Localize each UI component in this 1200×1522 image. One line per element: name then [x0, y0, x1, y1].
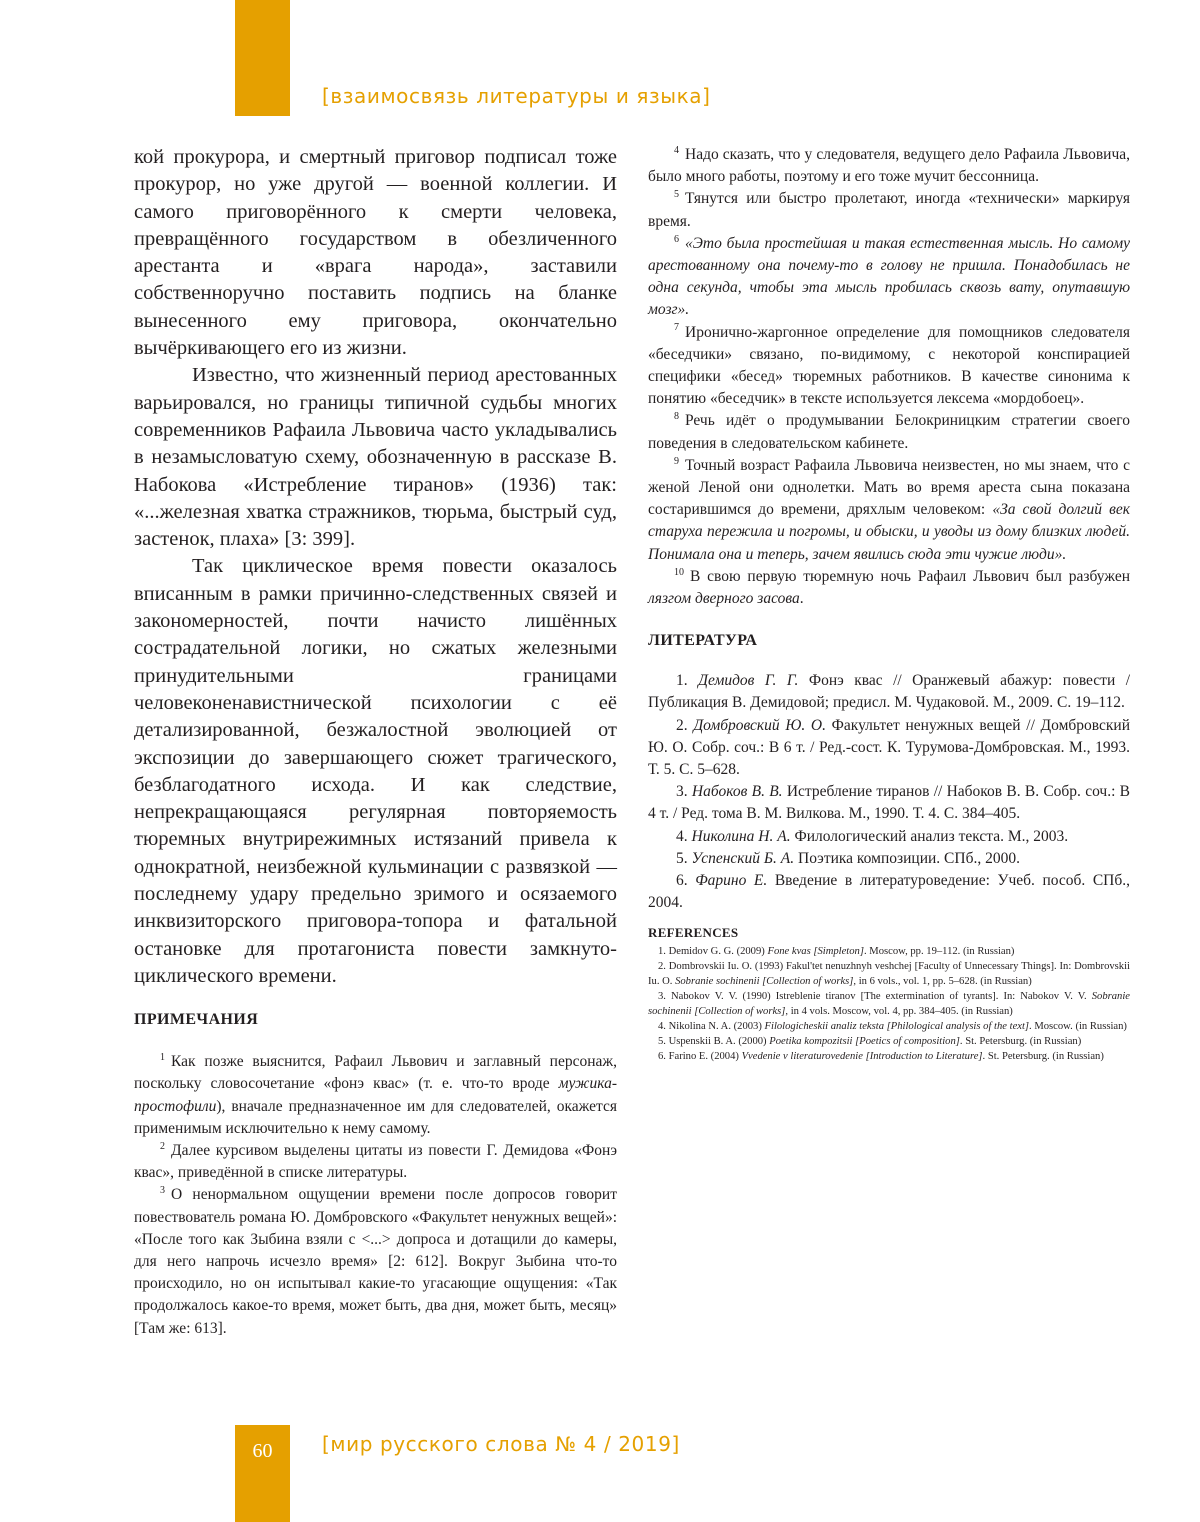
reference-item: 6. Farino E. (2004) Vvedenie v literaturovedenie [Introduction to Literature]. St. Petersburg. (in Russian): [658, 1050, 1104, 1062]
note-10-italic: лязгом дверного засова: [648, 590, 800, 608]
note-7-number: 7: [674, 322, 679, 334]
literature-author: Фарино Е.: [695, 872, 768, 890]
notes-list-left: [134, 1051, 617, 1340]
literature-item: 3. Набоков В. В. Истребление тиранов // Набоков В. В. Собр. соч.: В 4 т. / Ред. тома В. М. Вилкова. М., 1990. Т. 4. С. 384–405.: [648, 783, 1131, 823]
page-number: 60: [252, 1440, 273, 1462]
note-4: [648, 144, 1130, 188]
note-10-number: 10: [674, 566, 684, 578]
note-9-italic: «За свой долгий век старуха пережила и погромы, и обыски, и уводы из дому близких людей. Понимала она и теперь, зачем явились сюда эти чужие люди».: [648, 501, 1130, 563]
reference-item: 1. Demidov G. G. (2009) Fone kvas [Simpleton]. Moscow, pp. 19–112. (in Russian): [658, 945, 1015, 957]
literature-author: Успенский Б. А.: [691, 849, 795, 867]
reference-item: 4. Nikolina N. A. (2003) Filologicheskii analiz teksta [Philological analysis of the text]. Moscow. (in Russian): [658, 1020, 1127, 1032]
literature-item: 4. Николина Н. А. Филологический анализ текста. М., 2003.: [676, 827, 1069, 845]
top-color-tab: [235, 0, 290, 116]
note-1: [134, 1051, 617, 1140]
references-heading: REFERENCES: [648, 924, 739, 940]
reference-item: 5. Uspenskii B. A. (2000) Poetika kompozitsii [Poetics of composition]. St. Petersburg. (in Russian): [658, 1035, 1082, 1047]
note-8-number: 8: [674, 411, 679, 423]
note-10-text-a: В свою первую тюремную ночь Рафаил Львович был разбужен: [690, 567, 1130, 585]
note-3: [134, 1184, 617, 1339]
note-3-text: О ненормальном ощущении времени после допросов говорит повествователь романа Ю. Домбровского «Факультет ненужных вещей»: «После того как Зыбина взяли с <...> допроса и дотащили до камеры, для него напрочь исчезло время» [2: 612]. Вокруг Зыбина что-то происходило, но он испытывал какие-то угасающие ощущения: «Так продолжалось какое-то время, может быть, два дня, может быть, месяц» [Там же: 613].: [134, 1186, 617, 1337]
literature-item: 2. Домбровский Ю. О. Факультет ненужных вещей // Домбровский Ю. О. Собр. соч.: В 6 т. / Ред.-сост. К. Турумова-Домбровская. М., 1993. Т. 5. С. 5–628.: [648, 716, 1131, 779]
literature-list: [648, 670, 1130, 914]
note-9-number: 9: [674, 455, 679, 467]
references-list: [648, 944, 1130, 1064]
note-8-text: Речь идёт о продумывании Белокриницким стратегии своего поведения в следовательском кабинете.: [648, 412, 1130, 452]
notes-heading: ПРИМЕЧАНИЯ: [134, 1011, 259, 1029]
running-head: [взаимосвязь литературы и языка]: [322, 84, 711, 108]
note-10-text-b: .: [799, 590, 804, 608]
literature-item: 1. Демидов Г. Г. Фонэ квас // Оранжевый абажур: повести / Публикация В. Демидовой; предисл. М. Чудаковой. М., 2009. С. 19–112.: [648, 672, 1131, 712]
note-1-italic: мужика-простофили: [134, 1075, 617, 1115]
literature-item: 6. Фарино Е. Введение в литературоведение: Учеб. пособ. СПб., 2004.: [648, 872, 1130, 912]
reference-item: 3. Nabokov V. V. (1990) Istreblenie tiranov [The extermination of tyrants]. In: Nabokov V. V. Sobranie sochinenii [Collection of works], in 4 vols. Moscow, vol. 4, pp. 384–405. (in Russian): [648, 990, 1130, 1017]
note-2-text: Далее курсивом выделены цитаты из повести Г. Демидова «Фонэ квас», приведённой в списке литературы.: [134, 1142, 617, 1182]
literature-author: Николина Н. А.: [691, 827, 791, 845]
note-7: [648, 322, 1130, 411]
note-6-number: 6: [674, 233, 679, 245]
note-1-text-b: ), вначале предназначенное им для следователей, окажется применимым исключительно к нему самому.: [134, 1097, 617, 1137]
note-6: [648, 233, 1130, 322]
reference-item: 2. Dombrovskii Iu. O. (1993) Fakul'tet nenuzhnyh veshchej [Faculty of Unnecessary Things]. In: Dombrovskii Iu. O. Sobranie sochinenii [Collection of works], in 6 vols., vol. 1, pp. 5–628. (in Russian): [648, 960, 1130, 987]
body-paragraph-2: Известно, что жизненный период арестованных варьировался, но границы типичной судьбы многих современников Рафаила Львовича часто укладывались в незамысловатую схему, обозначенную в рассказе В. Набокова «Истребление тиранов» (1936) так: «...железная хватка стражников, тюрьма, быстрый суд, застенок, плаха» [3: 399].: [134, 364, 617, 551]
note-4-number: 4: [674, 144, 679, 156]
note-4-text: Надо сказать, что у следователя, ведущего дело Рафаила Львовича, было много работы, поэтому и его тоже мучит бессонница.: [648, 146, 1130, 186]
note-10: [648, 566, 1130, 610]
note-3-number: 3: [160, 1185, 165, 1197]
note-5: [648, 188, 1130, 232]
note-9-text: Точный возраст Рафаила Львовича неизвестен, но мы знаем, что с женой Леной они однолетки. Мать во время ареста сына показана состарившимся до времени, дряхлым человеком:: [648, 456, 1130, 519]
literature-heading: ЛИТЕРАТУРА: [648, 632, 758, 650]
literature-author: Домбровский Ю. О.: [693, 716, 826, 734]
body-paragraph-1: кой прокурора, и смертный приговор подписал тоже прокурор, но уже другой — военной коллегии. И самого приговорённого к смерти человека, превращённого государством в обезличенного арестанта и «врага народа», заставили собственноручно поставить подпись на бланке вынесенного ему приговора, окончательно вычёркивающего его из жизни.: [134, 146, 617, 360]
note-5-text: Тянутся или быстро пролетают, иногда «технически» маркируя время.: [648, 190, 1130, 230]
note-6-italic: «Это была простейшая и такая естественная мысль. Но самому арестованному она почему-то в голову не пришла. Понадобилась не одна секунда, чтобы эта мысль пробилась сквозь вату, опутавшую мозг».: [648, 234, 1130, 319]
left-column: [134, 144, 617, 1340]
right-column: [648, 144, 1130, 1064]
literature-author: Набоков В. В.: [691, 783, 783, 801]
journal-title: [мир русского слова № 4 / 2019]: [322, 1432, 680, 1456]
note-5-number: 5: [674, 189, 679, 201]
note-9: [648, 455, 1130, 566]
note-1-text-a: Как позже выяснится, Рафаил Львович и заглавный персонаж, поскольку словосочетание «фонэ квас» (т. е. что-то вроде: [134, 1053, 617, 1093]
note-2-number: 2: [160, 1140, 165, 1152]
note-2: [134, 1140, 617, 1184]
note-1-number: 1: [160, 1052, 165, 1064]
literature-author: Демидов Г. Г.: [698, 672, 799, 690]
literature-item: 5. Успенский Б. А. Поэтика композиции. СПб., 2000.: [676, 849, 1020, 867]
note-7-text: Иронично-жаргонное определение для помощников следователя «беседчики» связано, по-видимому, с некоторой конспирацией специфики «бесед» тюремных работников. В качестве синонима к понятию «беседчик» в тексте используется лексема «мордобоец».: [648, 323, 1130, 408]
body-paragraph-3: Так циклическое время повести оказалось вписанным в рамки причинно-следственных связей и закономерностей, почти начисто лишённых сострадательной логики, но сжатых железными принудительными границами человеконенавистнической психологии с её детализированной, безжалостной эволюцией от экспозиции до завершающего сюжет трагического, безблагодатного исхода. И как следствие, непрекращающаяся регулярная повторяемость тюремных внутрирежимных истязаний привела к однократной, неизбежной кульминации с развязкой — последнему удару предельно зримого и осязаемого инквизиторского приговора-топора и фатальной остановке для протагониста повести замкнуто-циклического времени.: [134, 555, 617, 987]
note-8: [648, 410, 1130, 454]
